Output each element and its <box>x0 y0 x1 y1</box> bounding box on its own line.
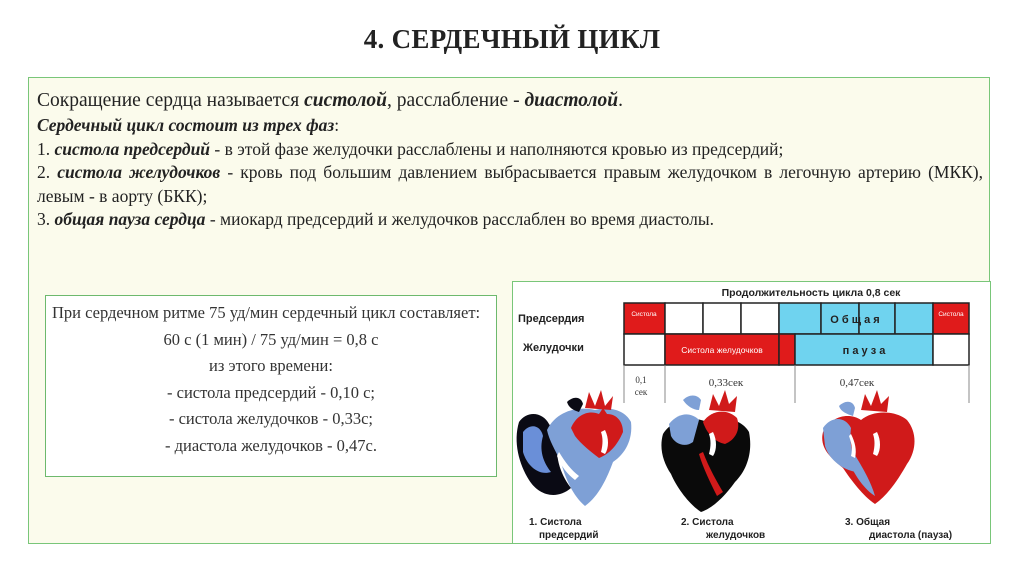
caption-1-line-1: 1. Систола <box>529 517 582 528</box>
time-atria-value: 0,1 <box>635 375 647 385</box>
diagram-header: Продолжительность цикла 0,8 сек <box>721 287 901 299</box>
definition-text-2: , расслабление - <box>387 90 525 111</box>
atria-systole-cell-next <box>933 303 969 334</box>
phase-3 <box>37 208 983 232</box>
phases-heading-text: Сердечный цикл состоит из трех фаз <box>37 115 335 135</box>
calc-line-2: 60 с (1 мин) / 75 уд/мин = 0,8 с <box>163 329 379 349</box>
atria-systole-label-2: Систола <box>938 311 964 318</box>
heart-ventricular-systole <box>661 390 750 512</box>
phase-1-text: - в этой фазе желудочки расслаблены и наполняются кровью из предсердий; <box>210 138 784 159</box>
ventricle-cell-1 <box>624 334 665 365</box>
caption-2-line-2: желудочков <box>706 530 766 541</box>
term-systole: систолой <box>304 90 387 111</box>
slide-title: 4. СЕРДЕЧНЫЙ ЦИКЛ <box>363 24 661 54</box>
atria-cell-3 <box>703 303 741 334</box>
phases-heading-colon: : <box>334 115 340 135</box>
phase-3-text: - миокард предсердий и желудочков расслаблен во время диастолы. <box>205 209 715 229</box>
pause-label-top: О б щ а я <box>830 314 880 326</box>
phase-2-number: 2. <box>37 162 58 182</box>
phase-3-number: 3. <box>37 209 55 229</box>
calc-line-4: - систола предсердий - 0,10 с; <box>167 382 375 402</box>
calc-line-5: - систола желудочков - 0,33с; <box>168 409 374 428</box>
atria-systole-cell <box>624 303 665 334</box>
caption-3-line-2: диастола (пауза) <box>869 530 953 541</box>
ventricle-systole-label: Систола желудочков <box>681 345 763 355</box>
phases-heading <box>37 114 983 138</box>
phase-2-name: систола желудочков <box>57 162 221 182</box>
time-atria-unit: сек <box>634 387 648 397</box>
ventricle-systole-tail <box>779 334 795 365</box>
caption-2-line-1: 2. Систола <box>681 517 734 528</box>
calc-line-3: из этого времени: <box>209 356 333 375</box>
phase-2-text: - кровь под большим давлением выбрасывается правым желудочком в легочную артерию (МКК), левым - в аорту (БКК); <box>37 162 984 206</box>
phase-1-number: 1. <box>37 138 55 159</box>
definition-end: . <box>618 90 624 111</box>
atria-systole-label-1: Систола <box>631 311 657 318</box>
pause-label-bottom: п а у з а <box>842 345 886 357</box>
definition-text: Сокращение сердца называется <box>37 90 305 111</box>
heart-atrial-systole <box>517 390 632 506</box>
intro-text <box>37 88 983 232</box>
atria-pause-cell-4 <box>895 303 933 334</box>
time-ventricle: 0,33сек <box>708 377 744 389</box>
atria-cell-4 <box>741 303 779 334</box>
phase-3-name: общая пауза сердца <box>54 209 206 229</box>
caption-3-line-1: 3. Общая <box>845 517 891 528</box>
ventricle-cell-end <box>933 334 969 365</box>
heart-general-diastole <box>822 390 914 504</box>
calculation-box <box>45 295 497 477</box>
term-diastole: диастолой <box>524 90 619 111</box>
phase-2 <box>37 161 983 208</box>
calc-line-6: - диастола желудочков - 0,47с. <box>165 435 377 455</box>
calc-line-1: При сердечном ритме 75 уд/мин сердечный цикл составляет: <box>52 303 481 322</box>
phase-1-name: систола предсердий <box>54 138 211 159</box>
atria-pause-cell-1 <box>779 303 821 334</box>
phase-1 <box>37 138 983 162</box>
cardiac-cycle-figure <box>512 281 991 544</box>
time-pause: 0,47сек <box>839 377 875 389</box>
caption-1-line-2: предсердий <box>539 530 599 541</box>
row-label-ventricles: Желудочки <box>523 342 584 354</box>
atria-cell-2 <box>665 303 703 334</box>
definition-line <box>37 88 983 114</box>
row-label-atria: Предсердия <box>518 313 585 325</box>
cycle-diagram <box>513 282 991 544</box>
